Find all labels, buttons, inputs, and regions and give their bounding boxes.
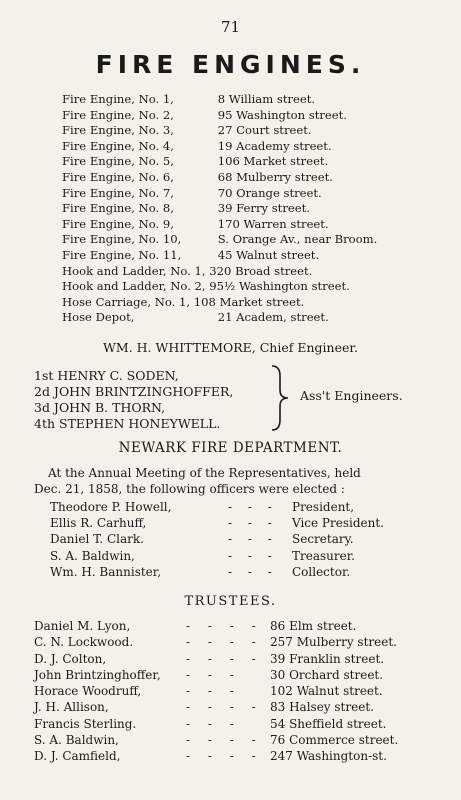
- trustee-name: J. H. Allison,: [34, 700, 109, 715]
- leader-dashes: - - -: [186, 667, 241, 682]
- engine-row: [62, 264, 377, 280]
- leader-dashes: - - -: [228, 564, 278, 579]
- engine-name: Fire Engine, No. 10,: [62, 232, 182, 247]
- assistant-engineer: 1st HENRY C. SODEN,: [34, 368, 179, 383]
- engine-address: 68 Mulberry street.: [217, 169, 333, 184]
- leader-dashes: - - -: [186, 716, 241, 731]
- intro-line: Dec. 21, 1858, the following officers were elected :: [34, 482, 345, 496]
- department-title: NEWARK FIRE DEPARTMENT.: [118, 440, 343, 456]
- engine-address: 21 Academ, street.: [217, 310, 329, 325]
- trustee-name: C. N. Lockwood.: [34, 635, 134, 650]
- leader-dashes: - - -: [228, 548, 278, 563]
- engine-address: 19 Academy street.: [217, 138, 332, 153]
- engine-name: Fire Engine, No. 3,: [62, 123, 174, 138]
- leader-dashes: - - - -: [186, 651, 263, 666]
- leader-dashes: - - - -: [186, 700, 263, 715]
- engine-row: [62, 232, 377, 248]
- engine-row: [62, 295, 377, 311]
- engine-address: S. Orange Av., near Broom.: [217, 232, 378, 247]
- engine-address: 320 Broad street.: [209, 263, 313, 278]
- leader-dashes: - - -: [228, 516, 278, 531]
- assistant-engineer: 2d JOHN BRINTZINGHOFFER,: [34, 384, 234, 399]
- trustee-row: [34, 683, 434, 699]
- assistant-engineer: 4th STEPHEN HONEYWELL.: [34, 416, 221, 431]
- trustee-name: S. A. Baldwin,: [34, 733, 119, 748]
- engine-name: Fire Engine, No. 2,: [62, 107, 174, 122]
- assistant-engineer: 3d JOHN B. THORN,: [34, 400, 166, 415]
- leader-dashes: - - -: [186, 684, 241, 699]
- engine-address: 95½ Washington street.: [209, 279, 350, 294]
- officer-name: Theodore P. Howell,: [50, 500, 172, 514]
- officer-name: S. A. Baldwin,: [50, 548, 135, 563]
- trustee-address: 76 Commerce street.: [270, 733, 399, 748]
- engine-name: Hose Carriage, No. 1,: [62, 294, 191, 309]
- trustee-address: 30 Orchard street.: [270, 667, 384, 682]
- engine-row: [62, 310, 377, 326]
- trustee-row: [34, 732, 434, 748]
- trustee-address: 54 Sheffield street.: [270, 716, 387, 731]
- engine-row: [62, 123, 377, 139]
- leader-dashes: - - - -: [186, 635, 263, 650]
- engine-row: [62, 154, 377, 170]
- engine-address: 45 Walnut street.: [217, 247, 320, 262]
- meeting-intro: [34, 465, 432, 497]
- trustee-address: 257 Mulberry street.: [270, 635, 397, 650]
- trustee-list: [34, 618, 434, 765]
- trustee-name: D. J. Camfield,: [34, 749, 121, 764]
- engine-address: 39 Ferry street.: [217, 201, 310, 216]
- engine-row: [62, 108, 377, 124]
- officer-name: Ellis R. Carhuff,: [50, 516, 147, 531]
- chief-engineer: WM. H. WHITTEMORE, Chief Engineer.: [103, 340, 358, 355]
- leader-dashes: - - - -: [186, 619, 263, 633]
- engine-name: Fire Engine, No. 6,: [62, 169, 174, 184]
- engine-name: Fire Engine, No. 9,: [62, 216, 174, 231]
- engine-address: 70 Orange street.: [217, 185, 322, 200]
- engine-name: Fire Engine, No. 1,: [62, 92, 174, 106]
- trustees-title: TRUSTEES.: [184, 594, 277, 609]
- trustee-row: [34, 716, 434, 732]
- trustee-name: John Brintzinghoffer,: [34, 667, 161, 682]
- assistant-engineers-label: Ass't Engineers.: [300, 388, 403, 403]
- engine-row: [62, 92, 377, 108]
- engine-name: Fire Engine, No. 7,: [62, 185, 174, 200]
- leader-dashes: - - - -: [186, 749, 263, 764]
- engine-name: Fire Engine, No. 11,: [62, 247, 182, 262]
- engine-name: Hook and Ladder, No. 2,: [62, 279, 206, 294]
- leader-dashes: - - -: [228, 532, 278, 547]
- engine-address: 108 Market street.: [193, 294, 305, 309]
- engine-row: [62, 279, 377, 295]
- engine-address: 170 Warren street.: [217, 216, 329, 231]
- trustee-row: [34, 748, 434, 764]
- engine-row: [62, 170, 377, 186]
- trustee-address: 39 Franklin street.: [270, 651, 385, 666]
- engine-address: 27 Court street.: [217, 123, 312, 138]
- trustee-name: Francis Sterling.: [34, 716, 137, 731]
- trustee-address: 86 Elm street.: [270, 619, 357, 633]
- trustee-row: [34, 667, 434, 683]
- engine-row: [62, 217, 377, 233]
- engine-row: [62, 186, 377, 202]
- assistant-engineer-list: [34, 368, 233, 432]
- trustee-name: D. J. Colton,: [34, 651, 107, 666]
- engine-address: 8 William street.: [217, 92, 316, 106]
- engine-name: Fire Engine, No. 4,: [62, 138, 174, 153]
- engine-list: [62, 92, 377, 326]
- page-number: 71: [220, 18, 241, 36]
- leader-dashes: - - -: [228, 500, 278, 514]
- trustee-address: 247 Washington-st.: [270, 749, 387, 764]
- officer-role: Secretary.: [292, 532, 354, 547]
- intro-line: At the Annual Meeting of the Representatives, held: [48, 466, 361, 480]
- engine-name: Hose Depot,: [62, 310, 135, 325]
- trustee-name: Daniel M. Lyon,: [34, 619, 131, 633]
- trustee-row: [34, 618, 434, 634]
- engine-address: 106 Market street.: [217, 154, 329, 169]
- trustee-name: Horace Woodruff,: [34, 684, 142, 699]
- trustee-address: 83 Halsey street.: [270, 700, 374, 715]
- leader-dashes: - - - -: [186, 733, 263, 748]
- engine-row: [62, 201, 377, 217]
- officer-role: Vice President.: [292, 516, 384, 531]
- trustee-row: [34, 651, 434, 667]
- officer-role: Collector.: [292, 564, 351, 579]
- engine-name: Hook and Ladder, No. 1,: [62, 263, 206, 278]
- officer-role: President,: [292, 500, 355, 514]
- trustee-address: 102 Walnut street.: [270, 684, 383, 699]
- trustee-row: [34, 699, 434, 715]
- engine-name: Fire Engine, No. 8,: [62, 201, 174, 216]
- page-title: FIRE ENGINES.: [95, 50, 366, 79]
- engine-row: [62, 139, 377, 155]
- officer-role: Treasurer.: [292, 548, 355, 563]
- engine-address: 95 Washington street.: [217, 107, 347, 122]
- trustee-row: [34, 634, 434, 650]
- officer-name: Wm. H. Bannister,: [50, 564, 162, 579]
- engine-name: Fire Engine, No. 5,: [62, 154, 174, 169]
- brace-icon: [268, 364, 292, 432]
- officer-name: Daniel T. Clark.: [50, 532, 144, 547]
- engine-row: [62, 248, 377, 264]
